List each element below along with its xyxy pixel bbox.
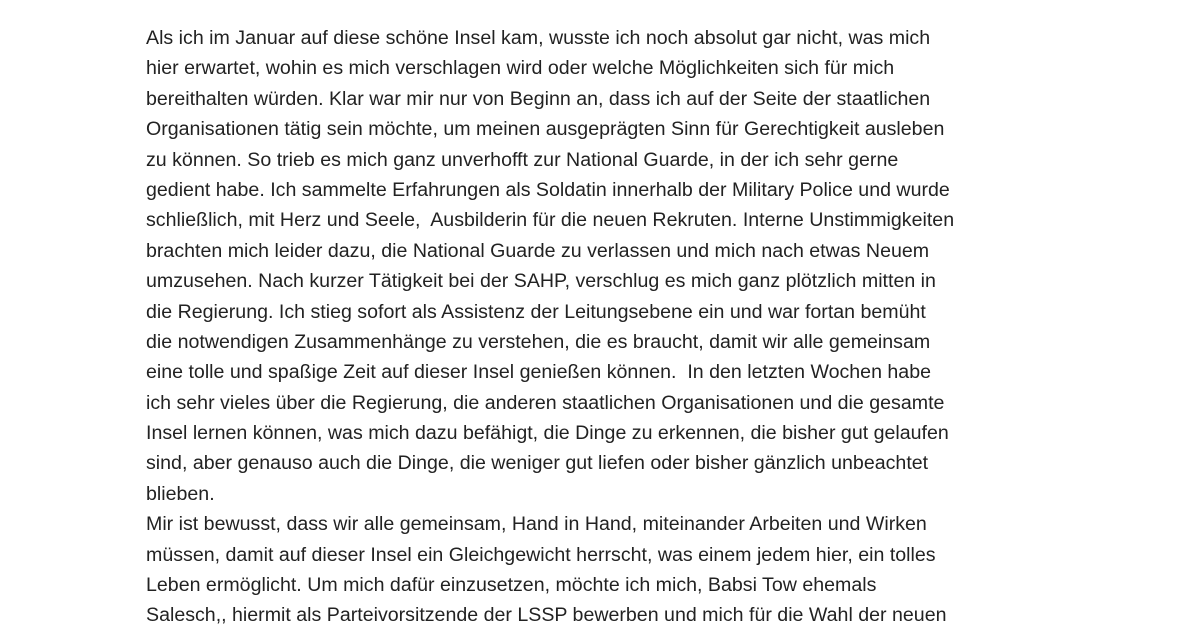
text-line: eine tolle und spaßige Zeit auf dieser Insel genießen können. In den letzten Wochen habe [146, 361, 932, 384]
text-line: ich sehr vieles über die Regierung, die anderen staatlichen Organisationen und die gesamte [146, 391, 945, 414]
text-line: gedient habe. Ich sammelte Erfahrungen als Soldatin innerhalb der Military Police und wurde [146, 178, 950, 201]
text-line: zu können. So trieb es mich ganz unverhofft zur National Guarde, in der ich sehr gerne [146, 148, 899, 171]
document-body-text [146, 23, 1086, 630]
text-line: Leben ermöglicht. Um mich dafür einzusetzen, möchte ich mich, Babsi Tow ehemals [146, 574, 877, 597]
text-line: bereithalten würden. Klar war mir nur von Beginn an, dass ich auf der Seite der staatlichen [146, 87, 931, 110]
text-line: die notwendigen Zusammenhänge zu verstehen, die es braucht, damit wir alle gemeinsam [146, 330, 931, 353]
text-line: Insel lernen können, was mich dazu befähigt, die Dinge zu erkennen, die bisher gut gelaufen [146, 422, 949, 445]
text-line: schließlich, mit Herz und Seele, Ausbilderin für die neuen Rekruten. Interne Unstimmigkeiten [146, 209, 955, 232]
text-line: Salesch,, hiermit als Parteivorsitzende der LSSP bewerben und mich für die Wahl der neuen [146, 604, 947, 627]
text-line: blieben. [146, 482, 215, 505]
text-line: müssen, damit auf dieser Insel ein Gleichgewicht herrscht, was einem jedem hier, ein tolles [146, 543, 936, 566]
text-line: umzusehen. Nach kurzer Tätigkeit bei der SAHP, verschlug es mich ganz plötzlich mitten in [146, 270, 936, 293]
text-line: Als ich im Januar auf diese schöne Insel kam, wusste ich noch absolut gar nicht, was mich [146, 27, 931, 49]
text-line: sind, aber genauso auch die Dinge, die weniger gut liefen oder bisher gänzlich unbeachtet [146, 452, 929, 475]
text-line: hier erwartet, wohin es mich verschlagen wird oder welche Möglichkeiten sich für mich [146, 57, 895, 80]
text-line: die Regierung. Ich stieg sofort als Assistenz der Leitungsebene ein und war fortan bemüht [146, 300, 926, 323]
text-line: Organisationen tätig sein möchte, um meinen ausgeprägten Sinn für Gerechtigkeit ausleben [146, 118, 945, 141]
text-line: brachten mich leider dazu, die National Guarde zu verlassen und mich nach etwas Neuem [146, 239, 930, 262]
text-line: Mir ist bewusst, dass wir alle gemeinsam, Hand in Hand, miteinander Arbeiten und Wirken [146, 513, 927, 536]
